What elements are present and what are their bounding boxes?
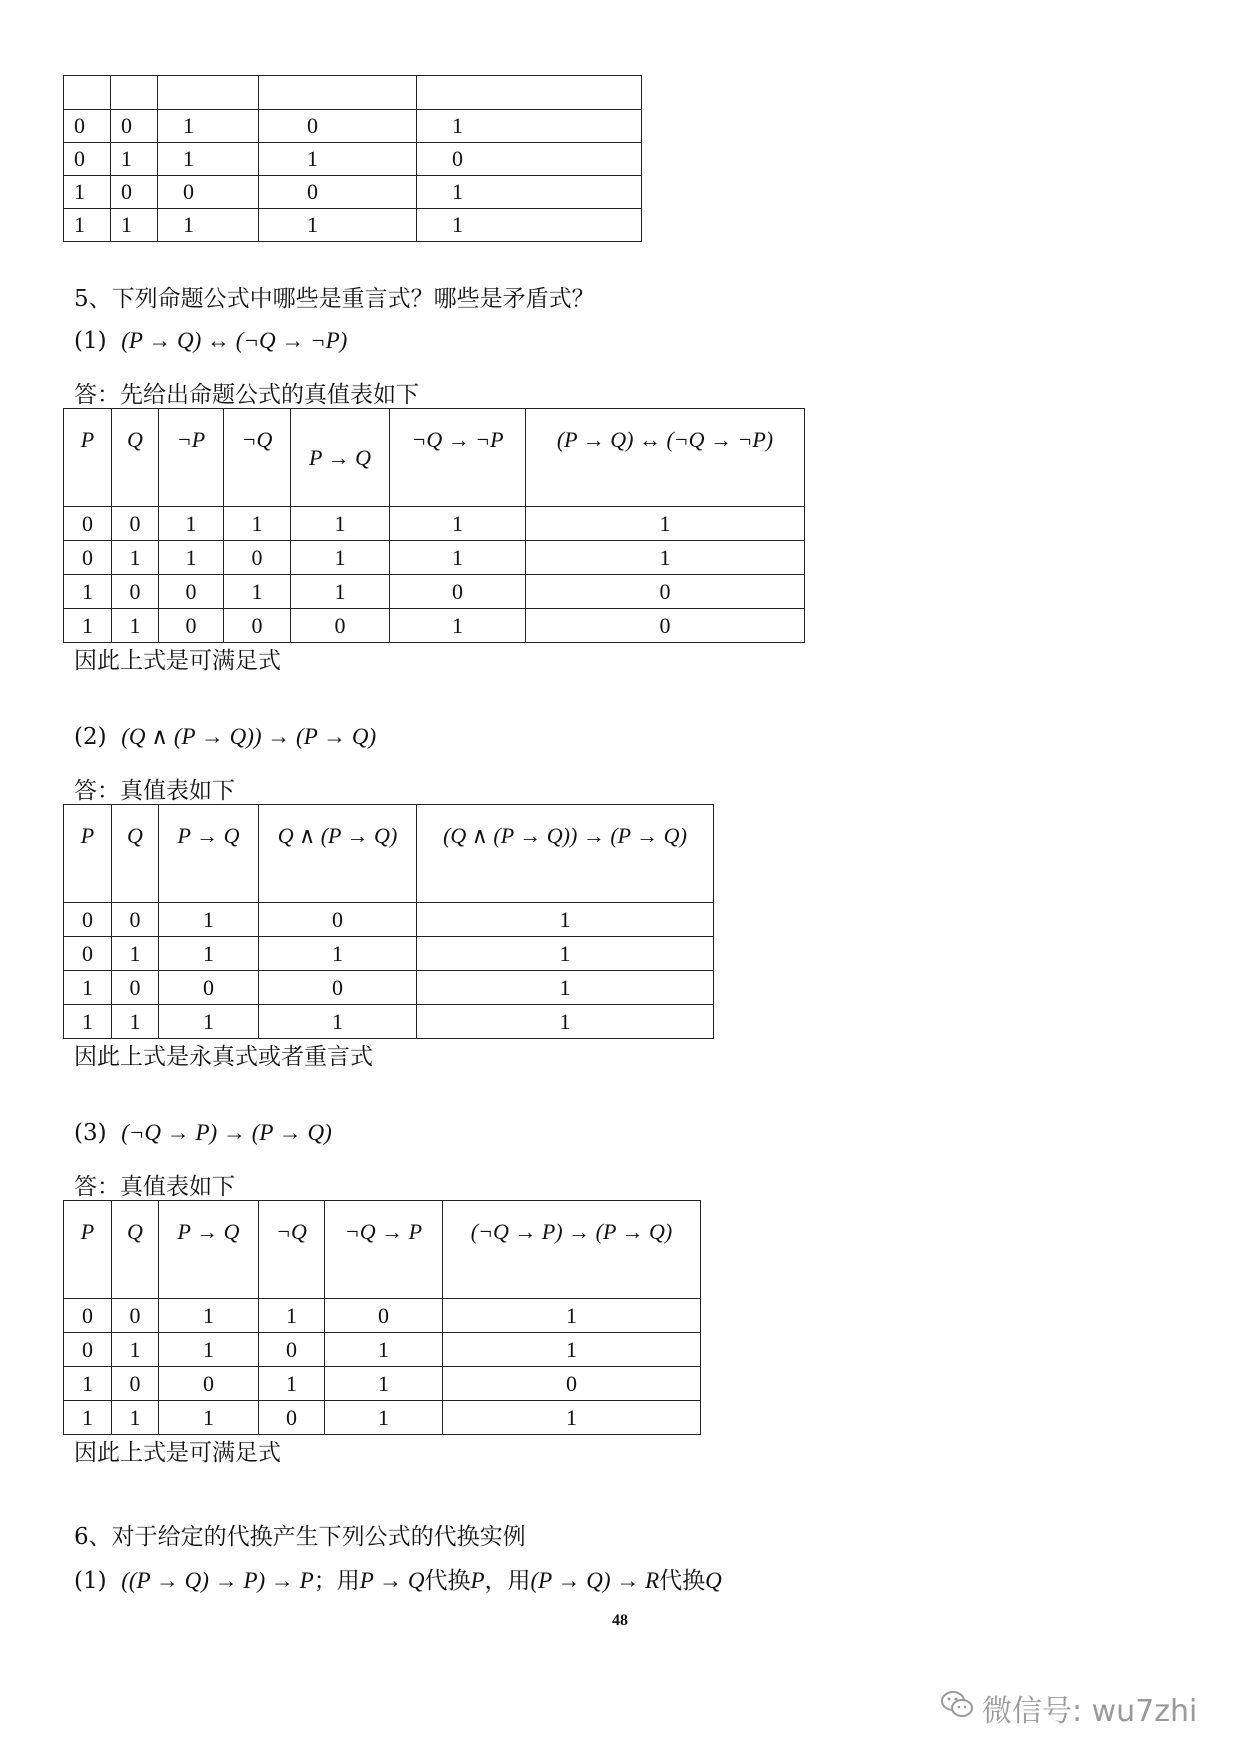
- table-header-cell: P: [64, 1201, 112, 1299]
- part-label: (1): [74, 328, 107, 354]
- table-row: [64, 575, 805, 609]
- truth-table-q5-3: [63, 1200, 701, 1435]
- table-cell: 1: [259, 209, 417, 242]
- table-header-cell: P → Q: [159, 1201, 259, 1299]
- table-row: [64, 209, 642, 242]
- table-cell: 0: [64, 110, 111, 143]
- table-header-cell: ¬Q: [259, 1201, 325, 1299]
- table-cell: 1: [64, 1005, 112, 1039]
- table-cell: 1: [111, 143, 158, 176]
- table-cell: 0: [259, 110, 417, 143]
- table-cell: 0: [259, 1333, 325, 1367]
- table-cell: 1: [417, 209, 642, 242]
- table-cell: 1: [443, 1333, 701, 1367]
- text: 代换: [424, 1568, 471, 1594]
- formula: (Q ∧ (P → Q)) → (P → Q): [121, 724, 377, 749]
- table-header-cell: ¬Q → P: [325, 1201, 443, 1299]
- table-row: [64, 143, 642, 176]
- table-cell: 1: [112, 1333, 159, 1367]
- table-row: [64, 903, 714, 937]
- table-row: [64, 1005, 714, 1039]
- table-cell: 1: [443, 1401, 701, 1435]
- table-cell: 0: [526, 575, 805, 609]
- table-cell: 1: [64, 575, 112, 609]
- table-cell: 0: [111, 176, 158, 209]
- table-cell: 1: [159, 541, 224, 575]
- question-5-title: 5、下列命题公式中哪些是重言式？哪些是矛盾式？: [74, 286, 595, 312]
- table-cell: 1: [64, 1367, 112, 1401]
- table-cell: 1: [111, 209, 158, 242]
- table-cell: 1: [112, 541, 159, 575]
- table-row: [64, 176, 642, 209]
- table-cell: 1: [64, 176, 111, 209]
- table-row: [64, 1299, 701, 1333]
- table-cell: 1: [390, 541, 526, 575]
- table-cell: 1: [112, 937, 159, 971]
- part-label: (1): [74, 1568, 107, 1594]
- table-header-cell: P: [64, 409, 112, 507]
- table-cell: 1: [259, 1299, 325, 1333]
- part-label: (3): [74, 1120, 107, 1146]
- table-header-cell: (P → Q) ↔ (¬Q → ¬P): [526, 409, 805, 507]
- table-cell: 0: [159, 609, 224, 643]
- watermark: [940, 1686, 1197, 1730]
- table-header-cell: Q: [112, 805, 159, 903]
- table-cell: 0: [64, 1333, 112, 1367]
- table-row: [64, 1333, 701, 1367]
- table-cell: 1: [159, 1401, 259, 1435]
- wechat-icon: [940, 1689, 974, 1727]
- table-cell: 1: [417, 937, 714, 971]
- table-cell: 1: [159, 1005, 259, 1039]
- table-cell: 1: [112, 1401, 159, 1435]
- table-header-cell: (¬Q → P) → (P → Q): [443, 1201, 701, 1299]
- table-cell: 0: [259, 1401, 325, 1435]
- table-cell: 0: [112, 575, 159, 609]
- table-header-cell: (Q ∧ (P → Q)) → (P → Q): [417, 805, 714, 903]
- table-cell: 0: [259, 176, 417, 209]
- table-cell: 0: [159, 971, 259, 1005]
- table-cell: 1: [417, 110, 642, 143]
- table-cell: 1: [291, 541, 390, 575]
- table-header-cell: [111, 76, 158, 110]
- table-cell: 0: [112, 1299, 159, 1333]
- text: ；用: [313, 1568, 360, 1594]
- table-cell: 1: [159, 1299, 259, 1333]
- table-cell: 0: [64, 937, 112, 971]
- table-header-row: [64, 409, 805, 507]
- table-cell: 1: [291, 575, 390, 609]
- table-cell: 1: [159, 1333, 259, 1367]
- table-header-cell: ¬P: [159, 409, 224, 507]
- table-cell: 0: [443, 1367, 701, 1401]
- formula: (P → Q) ↔ (¬Q → ¬P): [121, 328, 348, 353]
- table-cell: 1: [64, 609, 112, 643]
- table-cell: 0: [64, 143, 111, 176]
- table-cell: 0: [64, 903, 112, 937]
- table-cell: 0: [112, 903, 159, 937]
- q5-part1-conclusion: 因此上式是可满足式: [74, 648, 281, 674]
- table-cell: 1: [159, 903, 259, 937]
- truth-table-q5-2: [63, 804, 714, 1039]
- table-cell: 0: [390, 575, 526, 609]
- table-cell: 0: [259, 903, 417, 937]
- table-cell: 1: [417, 176, 642, 209]
- table-cell: 1: [526, 507, 805, 541]
- table-cell: 0: [224, 541, 291, 575]
- formula: ((P → Q) → P) → P: [121, 1568, 314, 1593]
- table-cell: 0: [112, 1367, 159, 1401]
- page-number: 48: [612, 1612, 628, 1629]
- table-cell: 1: [64, 209, 111, 242]
- variable-2: Q: [705, 1568, 722, 1593]
- table-cell: 1: [325, 1367, 443, 1401]
- table-cell: 1: [112, 1005, 159, 1039]
- table-cell: 1: [158, 143, 259, 176]
- table-header-cell: Q: [112, 1201, 159, 1299]
- q5-part1-answer: 答：先给出命题公式的真值表如下: [74, 382, 419, 408]
- table-cell: 1: [64, 1401, 112, 1435]
- table-cell: 1: [390, 609, 526, 643]
- q5-part2-heading: [74, 724, 376, 750]
- table-cell: 0: [325, 1299, 443, 1333]
- table-header-cell: [158, 76, 259, 110]
- table-row: [64, 1401, 701, 1435]
- table-row: [64, 937, 714, 971]
- table-cell: 1: [259, 143, 417, 176]
- table-header-cell: [259, 76, 417, 110]
- truth-table-continued: [63, 75, 642, 242]
- table-cell: 1: [291, 507, 390, 541]
- table-header-cell: [64, 76, 111, 110]
- table-header-cell: [417, 76, 642, 110]
- table-cell: 1: [259, 1005, 417, 1039]
- table-row: [64, 971, 714, 1005]
- table-cell: 0: [417, 143, 642, 176]
- table-row: [64, 110, 642, 143]
- table-cell: 1: [526, 541, 805, 575]
- table-header-cell: P: [64, 805, 112, 903]
- table-header-cell: Q: [112, 409, 159, 507]
- q6-part1: [74, 1562, 722, 1595]
- table-header-row: [64, 1201, 701, 1299]
- table-header-cell: ¬Q: [224, 409, 291, 507]
- table-cell: 0: [259, 971, 417, 1005]
- table-cell: 1: [417, 1005, 714, 1039]
- q5-part2-answer: 答：真值表如下: [74, 778, 235, 804]
- table-cell: 0: [112, 971, 159, 1005]
- table-cell: 1: [259, 1367, 325, 1401]
- variable-1: P: [470, 1568, 485, 1593]
- q5-part3-heading: [74, 1120, 332, 1146]
- table-cell: 1: [390, 507, 526, 541]
- q5-part1-heading: [74, 328, 347, 354]
- q5-part3-answer: 答：真值表如下: [74, 1174, 235, 1200]
- table-cell: 1: [443, 1299, 701, 1333]
- table-row: [64, 507, 805, 541]
- table-cell: 1: [224, 575, 291, 609]
- table-header-cell: Q ∧ (P → Q): [259, 805, 417, 903]
- table-cell: 1: [259, 937, 417, 971]
- table-cell: 1: [159, 507, 224, 541]
- text: 代换: [659, 1568, 706, 1594]
- substitution-1: P → Q: [359, 1568, 425, 1593]
- table-cell: 1: [158, 110, 259, 143]
- substitution-2: (P → Q) → R: [530, 1568, 660, 1593]
- table-header-row: [64, 805, 714, 903]
- table-cell: 0: [291, 609, 390, 643]
- table-cell: 1: [159, 937, 259, 971]
- table-cell: 0: [64, 541, 112, 575]
- table-cell: 0: [159, 575, 224, 609]
- table-cell: 0: [111, 110, 158, 143]
- table-header-cell: P → Q: [291, 409, 390, 507]
- table-cell: 1: [417, 903, 714, 937]
- table-cell: 0: [64, 507, 112, 541]
- watermark-text: 微信号: wu7zhi: [982, 1694, 1198, 1729]
- table-cell: 1: [64, 971, 112, 1005]
- table-cell: 1: [224, 507, 291, 541]
- text: ，用: [484, 1568, 531, 1594]
- table-cell: 0: [112, 507, 159, 541]
- table-row: [64, 609, 805, 643]
- table-cell: 1: [158, 209, 259, 242]
- table-cell: 0: [158, 176, 259, 209]
- table-cell: 0: [159, 1367, 259, 1401]
- table-row: [64, 1367, 701, 1401]
- table-cell: 1: [325, 1401, 443, 1435]
- table-row: [64, 541, 805, 575]
- question-6-title: 6、对于给定的代换产生下列公式的代换实例: [74, 1524, 526, 1550]
- q5-part3-conclusion: 因此上式是可满足式: [74, 1440, 281, 1466]
- part-label: (2): [74, 724, 107, 750]
- formula: (¬Q → P) → (P → Q): [121, 1120, 332, 1145]
- table-header-row: [64, 76, 642, 110]
- table-header-cell: P → Q: [159, 805, 259, 903]
- table-cell: 1: [112, 609, 159, 643]
- q5-part2-conclusion: 因此上式是永真式或者重言式: [74, 1044, 373, 1070]
- table-cell: 1: [325, 1333, 443, 1367]
- table-cell: 0: [224, 609, 291, 643]
- table-header-cell: ¬Q → ¬P: [390, 409, 526, 507]
- truth-table-q5-1: [63, 408, 805, 643]
- table-cell: 0: [64, 1299, 112, 1333]
- table-cell: 1: [417, 971, 714, 1005]
- table-cell: 0: [526, 609, 805, 643]
